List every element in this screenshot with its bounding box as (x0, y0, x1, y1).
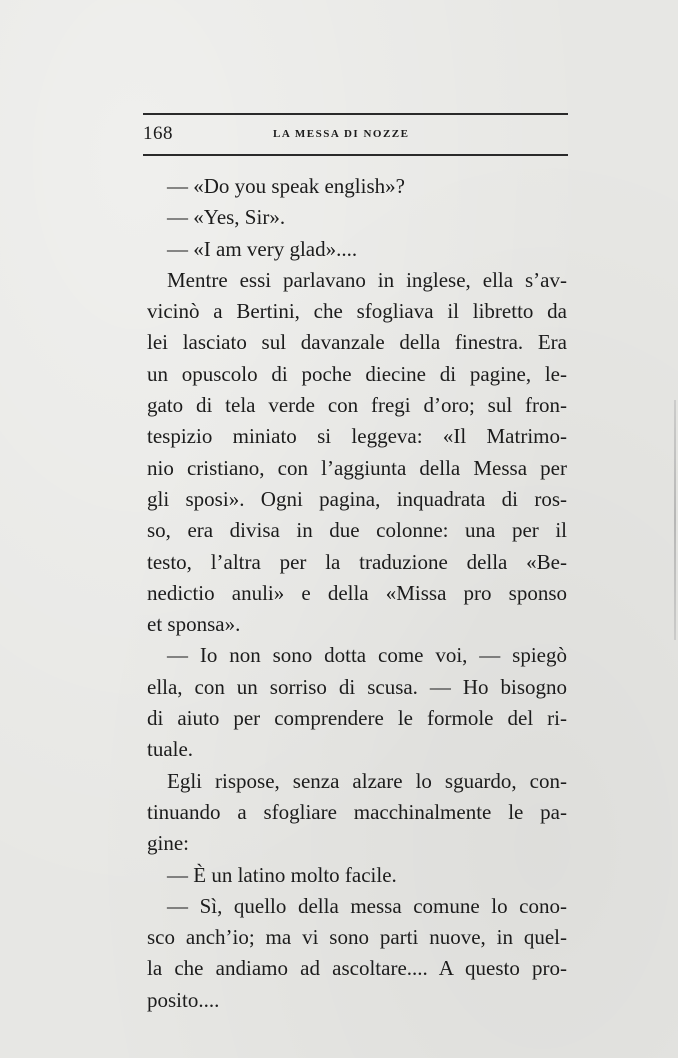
page-edge-mark (674, 400, 676, 640)
text-line: tuale. (147, 737, 194, 762)
text-line: — È un latino molto facile. (167, 862, 397, 887)
text-line: nedictio anuli» e della «Missa pro sponso (147, 580, 567, 605)
text-line: — «Do you speak english»? (167, 174, 405, 198)
text-line: tespizio miniato si leggeva: «Il Matrimo- (147, 424, 567, 449)
text-line: gli sposi». Ogni pagina, inquadrata di ros- (147, 486, 567, 511)
text-line: nio cristiano, con l’aggiunta della Messa per (147, 455, 567, 480)
text-line: tinuando a sfogliare macchinalmente le pa- (147, 799, 567, 824)
text-line: — «I am very glad».... (167, 236, 358, 261)
text-line: sco anch’io; ma vi sono parti nuove, in quel- (147, 925, 567, 950)
text-line: — Sì, quello della messa comune lo cono- (167, 893, 567, 918)
running-title: LA MESSA DI NOZZE (273, 128, 410, 140)
body-text (147, 171, 567, 1016)
running-head (143, 123, 568, 147)
text-line: so, era divisa in due colonne: una per il (147, 518, 567, 543)
text-line: di aiuto per comprendere le formole del ri- (147, 706, 567, 731)
text-line: lei lasciato sul davanzale della finestra. Era (147, 330, 567, 355)
text-line: posito.... (147, 987, 220, 1012)
text-line: Mentre essi parlavano in inglese, ella s’av- (167, 267, 567, 292)
text-line: un opuscolo di poche diecine di pagine, le- (147, 361, 567, 386)
text-line: — Io non sono dotta come voi, — spiegò (167, 643, 567, 668)
text-line: gine: (147, 831, 189, 856)
text-line: testo, l’altra per la traduzione della «Be- (147, 549, 567, 574)
text-line: ella, con un sorriso di scusa. — Ho bisogno (147, 674, 567, 699)
text-line: gato di tela verde con fregi d’oro; sul fron- (147, 393, 567, 418)
page-number: 168 (143, 123, 173, 144)
text-line: la che andiamo ad ascoltare.... A questo pro- (147, 956, 567, 981)
text-line: Egli rispose, senza alzare lo sguardo, con- (167, 768, 567, 793)
header-top-rule (143, 113, 568, 115)
header-bottom-rule (143, 154, 568, 156)
text-line: et sponsa». (147, 612, 241, 637)
text-line: — «Yes, Sir». (167, 205, 286, 230)
text-line: vicinò a Bertini, che sfogliava il libretto da (147, 299, 567, 324)
